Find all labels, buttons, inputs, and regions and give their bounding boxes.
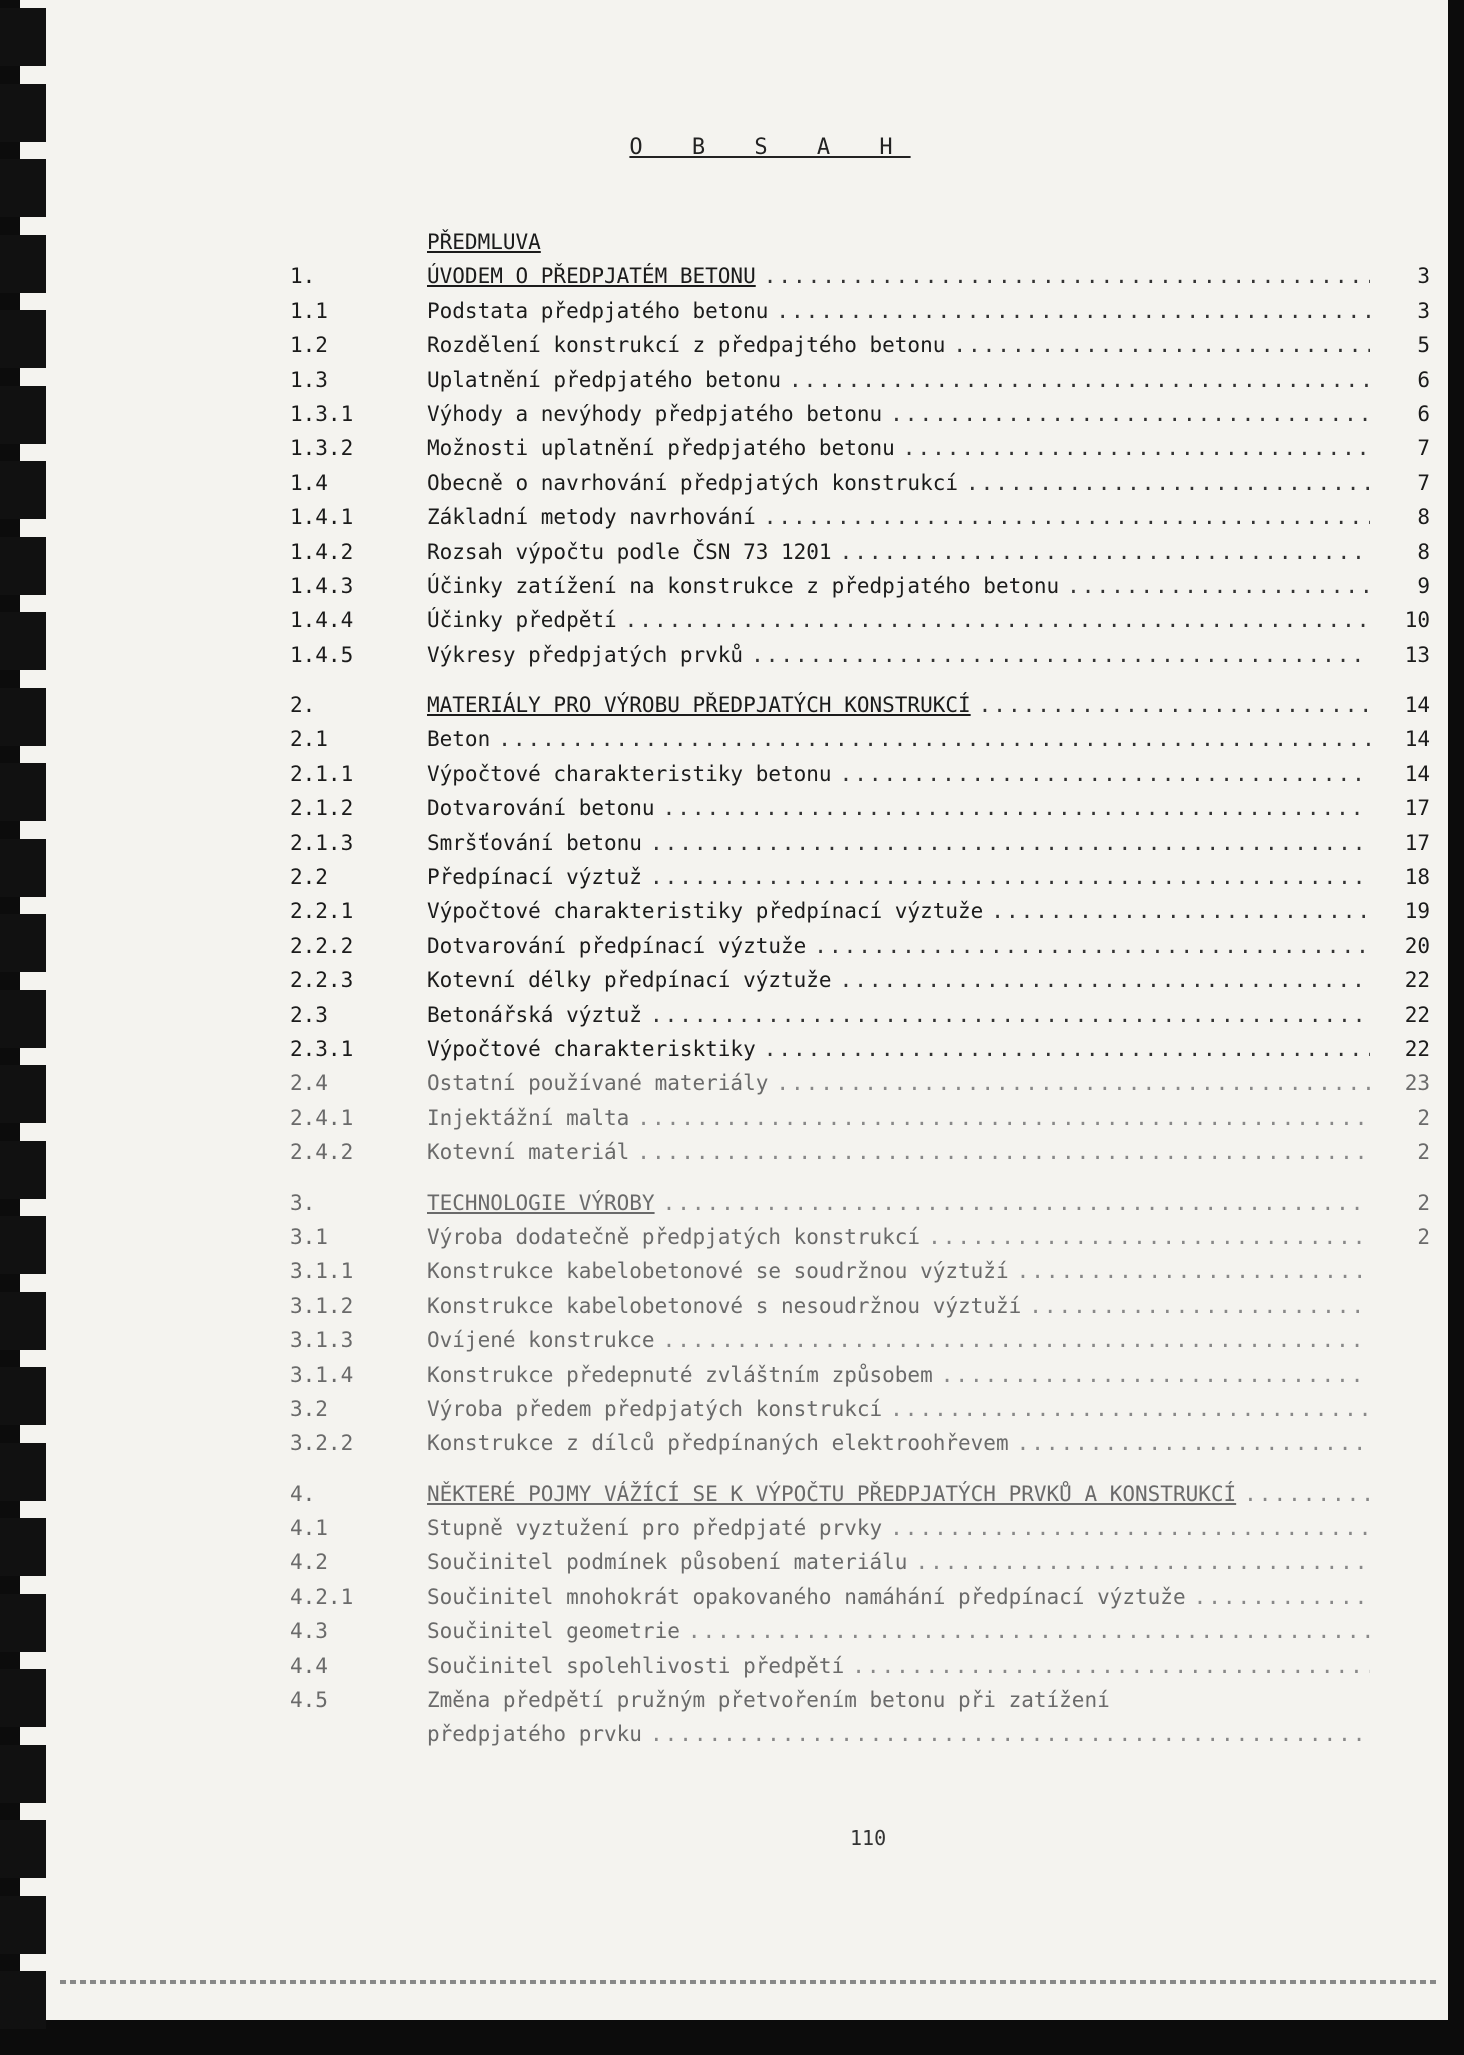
dot-leader bbox=[979, 693, 1370, 717]
toc-entry-title: Ostatní používané materiály bbox=[427, 1071, 769, 1096]
dot-leader bbox=[650, 865, 1370, 889]
punch-hole bbox=[0, 537, 46, 595]
toc-entry-title: Konstrukce z dílců předpínaných elektroohřevem bbox=[427, 1431, 1009, 1456]
punch-hole bbox=[0, 1367, 46, 1425]
toc-entry-page: 18 bbox=[1404, 865, 1430, 890]
toc-entry-title: NĚKTERÉ POJMY VÁŽÍCÍ SE K VÝPOČTU PŘEDPJATÝCH PRVKŮ A KONSTRUKCÍ bbox=[427, 1481, 1237, 1506]
toc-entry bbox=[290, 727, 1430, 761]
toc-entry bbox=[290, 505, 1430, 539]
toc-entry bbox=[290, 1550, 1430, 1584]
toc-entry-number: 2.4.2 bbox=[290, 1140, 354, 1165]
toc-entry bbox=[290, 1191, 1430, 1225]
dot-leader bbox=[915, 1550, 1370, 1574]
toc-entry bbox=[290, 1106, 1430, 1140]
punch-hole bbox=[0, 1065, 46, 1123]
toc-entry-number: 2.2.2 bbox=[290, 933, 354, 958]
dot-leader bbox=[764, 264, 1370, 288]
dot-leader bbox=[890, 1516, 1370, 1540]
toc-entry-number: 4.2.1 bbox=[290, 1584, 354, 1609]
toc-entry-title: PŘEDMLUVA bbox=[427, 230, 541, 254]
toc-entry-title: Dotvarování předpínací výztuže bbox=[427, 933, 807, 958]
punch-hole bbox=[0, 1216, 46, 1274]
dot-leader bbox=[840, 968, 1370, 992]
toc-entry bbox=[290, 1654, 1430, 1688]
toc-entry bbox=[290, 831, 1430, 865]
toc-entry-title: Beton bbox=[427, 727, 491, 752]
toc-entry-number: 1.1 bbox=[290, 298, 328, 323]
toc-entry-title: MATERIÁLY PRO VÝROBU PŘEDPJATÝCH KONSTRUKCÍ bbox=[427, 693, 971, 718]
toc-entry-page: 6 bbox=[1417, 367, 1430, 392]
punch-hole bbox=[0, 1669, 46, 1727]
toc-entry-title: Účinky zatížení na konstrukce z předpjatého betonu bbox=[427, 573, 1060, 598]
toc-entry-number: 1.4.1 bbox=[290, 505, 354, 530]
dot-leader bbox=[840, 762, 1370, 786]
toc-entry-title: Výroba předem předpjatých konstrukcí bbox=[427, 1396, 883, 1421]
dot-leader bbox=[852, 1654, 1370, 1678]
toc-entry-page: 7 bbox=[1417, 470, 1430, 495]
toc-entry bbox=[290, 1516, 1430, 1550]
punch-hole bbox=[0, 159, 46, 217]
toc-entry bbox=[290, 1071, 1430, 1105]
dot-leader bbox=[1017, 1431, 1370, 1455]
toc-entry-page: 8 bbox=[1417, 539, 1430, 564]
dot-leader bbox=[776, 299, 1370, 323]
toc-entry bbox=[290, 762, 1430, 796]
dot-leader bbox=[1194, 1585, 1370, 1609]
toc-entry bbox=[290, 574, 1430, 608]
toc-entry-title: Kotevní délky předpínací výztuže bbox=[427, 968, 832, 993]
toc-entry-title: předpjatého prvku bbox=[427, 1722, 642, 1747]
dot-leader bbox=[789, 368, 1370, 392]
toc-entry-number: 1.4.4 bbox=[290, 608, 354, 633]
dot-leader bbox=[890, 1397, 1370, 1421]
toc-entry-number: 1.4.2 bbox=[290, 539, 354, 564]
dot-leader bbox=[688, 1619, 1370, 1643]
toc-entry-number: 3. bbox=[290, 1190, 316, 1215]
toc-entry-page: 10 bbox=[1404, 608, 1430, 633]
dot-leader bbox=[650, 1722, 1370, 1746]
toc-entry-title: Stupně vyztužení pro předpjaté prvky bbox=[427, 1516, 883, 1541]
toc-entry-continuation bbox=[290, 1722, 1430, 1756]
punch-hole bbox=[0, 1896, 46, 1954]
toc-entry-page: 17 bbox=[1404, 830, 1430, 855]
toc-entry-number: 4.5 bbox=[290, 1688, 328, 1713]
punch-hole bbox=[0, 386, 46, 444]
toc-entry-page: 14 bbox=[1404, 761, 1430, 786]
toc-entry-title: Podstata předpjatého betonu bbox=[427, 298, 769, 323]
punch-hole bbox=[0, 84, 46, 142]
toc-entry bbox=[290, 471, 1430, 505]
toc-entry-title: Součinitel podmínek působení materiálu bbox=[427, 1550, 908, 1575]
punch-hole bbox=[0, 8, 46, 66]
toc-entry-title: Možnosti uplatnění předpjatého betonu bbox=[427, 436, 895, 461]
toc-entry-title: Výkresy předpjatých prvků bbox=[427, 642, 744, 667]
dot-leader bbox=[1029, 1294, 1370, 1318]
toc-entry-number: 2.1.3 bbox=[290, 830, 354, 855]
toc-entry-title: ÚVODEM O PŘEDPJATÉM BETONU bbox=[427, 264, 756, 289]
dot-leader bbox=[903, 436, 1370, 460]
toc-entry-title: Výpočtové charakterisktiky bbox=[427, 1036, 756, 1061]
toc-entry-title: Součinitel geometrie bbox=[427, 1619, 680, 1644]
toc-entry-page: 9 bbox=[1417, 573, 1430, 598]
page-title: O B S A H bbox=[629, 135, 911, 160]
punch-hole bbox=[0, 1820, 46, 1878]
toc-entry-number: 4.1 bbox=[290, 1516, 328, 1541]
toc-entry bbox=[290, 1397, 1430, 1431]
dot-leader bbox=[650, 831, 1370, 855]
punch-hole bbox=[0, 1443, 46, 1501]
punch-hole bbox=[0, 1518, 46, 1576]
toc-entry-number: 2.1.2 bbox=[290, 796, 354, 821]
dot-leader bbox=[625, 608, 1370, 632]
document-page bbox=[20, 0, 1448, 2020]
dot-leader bbox=[1067, 574, 1370, 598]
toc-entry bbox=[290, 333, 1430, 367]
dot-leader bbox=[941, 1363, 1370, 1387]
toc-entry bbox=[290, 1037, 1430, 1071]
toc-entry bbox=[290, 608, 1430, 642]
toc-entry bbox=[290, 1619, 1430, 1653]
toc-entry-title: Součinitel mnohokrát opakovaného namáhání předpínací výztuže bbox=[427, 1584, 1186, 1609]
dot-leader bbox=[650, 1003, 1370, 1027]
dot-leader bbox=[751, 643, 1370, 667]
toc-entry-number: 2.1.1 bbox=[290, 761, 354, 786]
toc-entry bbox=[290, 1294, 1430, 1328]
toc-entry-number: 2.3.1 bbox=[290, 1036, 354, 1061]
toc-entry-page: 8 bbox=[1417, 505, 1430, 530]
dot-leader bbox=[764, 505, 1370, 529]
toc-entry bbox=[290, 1363, 1430, 1397]
toc-entry bbox=[290, 299, 1430, 333]
punch-hole bbox=[0, 1971, 46, 2029]
dot-leader bbox=[663, 1191, 1370, 1215]
toc-entry-number: 4.4 bbox=[290, 1653, 328, 1678]
dot-leader bbox=[637, 1106, 1370, 1130]
toc-entry-page: 13 bbox=[1404, 642, 1430, 667]
toc-entry bbox=[290, 264, 1430, 298]
toc-entry-page: 19 bbox=[1404, 899, 1430, 924]
toc-entry-title: Výpočtové charakteristiky betonu bbox=[427, 761, 832, 786]
dot-leader bbox=[928, 1225, 1370, 1249]
toc-entry-page: 20 bbox=[1404, 933, 1430, 958]
punch-hole bbox=[0, 1292, 46, 1350]
punch-hole bbox=[0, 612, 46, 670]
dot-leader bbox=[637, 1140, 1370, 1164]
toc-entry bbox=[290, 402, 1430, 436]
toc-entry bbox=[290, 865, 1430, 899]
toc-entry-title: Konstrukce předepnuté zvláštním způsobem bbox=[427, 1362, 933, 1387]
toc-entry-title: Betonářská výztuž bbox=[427, 1002, 642, 1027]
toc-entry-page: 22 bbox=[1404, 968, 1430, 993]
punch-hole bbox=[0, 235, 46, 293]
dot-leader bbox=[840, 540, 1370, 564]
punch-hole bbox=[0, 461, 46, 519]
punch-hole bbox=[0, 1141, 46, 1199]
toc-entry-page: 2 bbox=[1417, 1190, 1430, 1215]
toc-entry-number: 2.2 bbox=[290, 865, 328, 890]
toc-entry-page: 22 bbox=[1404, 1002, 1430, 1027]
toc-entry-number: 3.1.2 bbox=[290, 1293, 354, 1318]
toc-entry bbox=[290, 1482, 1430, 1516]
toc-entry-page: 3 bbox=[1417, 264, 1430, 289]
toc-entry-number: 2.3 bbox=[290, 1002, 328, 1027]
toc-entry-number: 2. bbox=[290, 693, 316, 718]
toc-entry bbox=[290, 899, 1430, 933]
toc-entry-title: Uplatnění předpjatého betonu bbox=[427, 367, 782, 392]
dot-leader bbox=[776, 1071, 1370, 1095]
toc-entry bbox=[290, 436, 1430, 470]
toc-entry-title: Injektážní malta bbox=[427, 1105, 630, 1130]
dot-leader bbox=[663, 1328, 1370, 1352]
toc-entry bbox=[290, 1431, 1430, 1465]
binding-strip bbox=[0, 0, 52, 2055]
toc-entry-number: 1.3 bbox=[290, 367, 328, 392]
toc-entry-number: 3.2 bbox=[290, 1396, 328, 1421]
toc-entry-title: Rozdělení konstrukcí z předpajtého betonu bbox=[427, 333, 946, 358]
toc-entry-title: Konstrukce kabelobetonové se soudržnou výztuží bbox=[427, 1259, 1009, 1284]
toc-entry bbox=[290, 968, 1430, 1002]
toc-entry-page: 17 bbox=[1404, 796, 1430, 821]
toc-entry-title: Součinitel spolehlivosti předpětí bbox=[427, 1653, 845, 1678]
toc-entry-number: 1.2 bbox=[290, 333, 328, 358]
dot-leader bbox=[966, 471, 1370, 495]
toc-entry bbox=[290, 693, 1430, 727]
toc-entry-number: 1.4 bbox=[290, 470, 328, 495]
toc-entry-title: Výpočtové charakteristiky předpínací výztuže bbox=[427, 899, 984, 924]
punch-hole bbox=[0, 990, 46, 1048]
toc-entry bbox=[290, 540, 1430, 574]
punch-hole bbox=[0, 839, 46, 897]
toc-entry bbox=[290, 1225, 1430, 1259]
toc-entry-number: 2.1 bbox=[290, 727, 328, 752]
toc-entry-title: Konstrukce kabelobetonové s nesoudržnou výztuží bbox=[427, 1293, 1022, 1318]
toc-entry-title: Výroba dodatečně předpjatých konstrukcí bbox=[427, 1224, 921, 1249]
dot-leader bbox=[764, 1037, 1370, 1061]
toc-entry-title: Ovíjené konstrukce bbox=[427, 1328, 655, 1353]
toc-entry-number: 4.2 bbox=[290, 1550, 328, 1575]
toc-entry bbox=[290, 1259, 1430, 1293]
dot-leader bbox=[814, 934, 1370, 958]
toc-entry-title: Dotvarování betonu bbox=[427, 796, 655, 821]
toc-entry bbox=[290, 796, 1430, 830]
dot-leader bbox=[1244, 1482, 1370, 1506]
toc-entry-title: Změna předpětí pružným přetvořením betonu při zatížení bbox=[427, 1688, 1110, 1713]
page-number: 110 bbox=[850, 1826, 887, 1850]
toc-entry-number: 2.2.3 bbox=[290, 968, 354, 993]
punch-hole bbox=[0, 914, 46, 972]
toc-entry bbox=[290, 1003, 1430, 1037]
toc-entry bbox=[290, 643, 1430, 677]
toc-entry-number: 3.1.3 bbox=[290, 1328, 354, 1353]
toc-entry-number: 4. bbox=[290, 1481, 316, 1506]
toc-entry-title: Výhody a nevýhody předpjatého betonu bbox=[427, 401, 883, 426]
toc-entry bbox=[290, 230, 1430, 264]
toc-entry-page: 23 bbox=[1404, 1071, 1430, 1096]
toc-entry-number: 3.1.1 bbox=[290, 1259, 354, 1284]
toc-entry-page: 14 bbox=[1404, 693, 1430, 718]
dot-leader bbox=[663, 796, 1370, 820]
toc-entry-title: Obecně o navrhování předpjatých konstrukcí bbox=[427, 470, 959, 495]
toc-entry-number: 2.2.1 bbox=[290, 899, 354, 924]
toc-entry-title: Smršťování betonu bbox=[427, 830, 642, 855]
table-of-contents bbox=[290, 230, 1430, 1757]
toc-entry-number: 2.4.1 bbox=[290, 1105, 354, 1130]
toc-entry-title: TECHNOLOGIE VÝROBY bbox=[427, 1190, 655, 1215]
toc-entry-number: 1. bbox=[290, 264, 316, 289]
dot-leader bbox=[890, 402, 1370, 426]
toc-entry bbox=[290, 934, 1430, 968]
toc-entry bbox=[290, 1585, 1430, 1619]
toc-entry-number: 1.3.1 bbox=[290, 401, 354, 426]
punch-hole bbox=[0, 688, 46, 746]
toc-entry-number: 1.4.3 bbox=[290, 573, 354, 598]
toc-entry-page: 14 bbox=[1404, 727, 1430, 752]
toc-entry-title: Kotevní materiál bbox=[427, 1140, 630, 1165]
toc-entry bbox=[290, 1140, 1430, 1174]
punch-hole bbox=[0, 1594, 46, 1652]
toc-entry-page: 5 bbox=[1417, 333, 1430, 358]
toc-entry-page: 22 bbox=[1404, 1036, 1430, 1061]
toc-entry-number: 1.3.2 bbox=[290, 436, 354, 461]
toc-entry-number: 3.2.2 bbox=[290, 1431, 354, 1456]
dot-leader bbox=[953, 333, 1370, 357]
punch-hole bbox=[0, 763, 46, 821]
toc-entry-page: 3 bbox=[1417, 298, 1430, 323]
toc-entry-page: 6 bbox=[1417, 401, 1430, 426]
toc-entry bbox=[290, 1688, 1430, 1722]
punch-hole bbox=[0, 310, 46, 368]
punch-hole bbox=[0, 1745, 46, 1803]
toc-entry-number: 3.1 bbox=[290, 1224, 328, 1249]
toc-entry bbox=[290, 368, 1430, 402]
toc-entry-page: 7 bbox=[1417, 436, 1430, 461]
toc-entry-page: 2 bbox=[1417, 1105, 1430, 1130]
toc-entry-page: 2 bbox=[1417, 1140, 1430, 1165]
toc-entry-page: 2 bbox=[1417, 1224, 1430, 1249]
toc-entry-title: Rozsah výpočtu podle ČSN 73 1201 bbox=[427, 539, 832, 564]
dot-leader bbox=[991, 899, 1370, 923]
dot-leader bbox=[498, 727, 1370, 751]
toc-entry-title: Účinky předpětí bbox=[427, 608, 617, 633]
toc-entry-number: 3.1.4 bbox=[290, 1362, 354, 1387]
toc-entry-number: 2.4 bbox=[290, 1071, 328, 1096]
toc-entry-number: 1.4.5 bbox=[290, 642, 354, 667]
toc-entry-title: Předpínací výztuž bbox=[427, 865, 642, 890]
toc-entry-title: Základní metody navrhování bbox=[427, 505, 756, 530]
page-edge bbox=[60, 1980, 1440, 1984]
dot-leader bbox=[1017, 1259, 1370, 1283]
toc-entry-number: 4.3 bbox=[290, 1619, 328, 1644]
toc-entry bbox=[290, 1328, 1430, 1362]
